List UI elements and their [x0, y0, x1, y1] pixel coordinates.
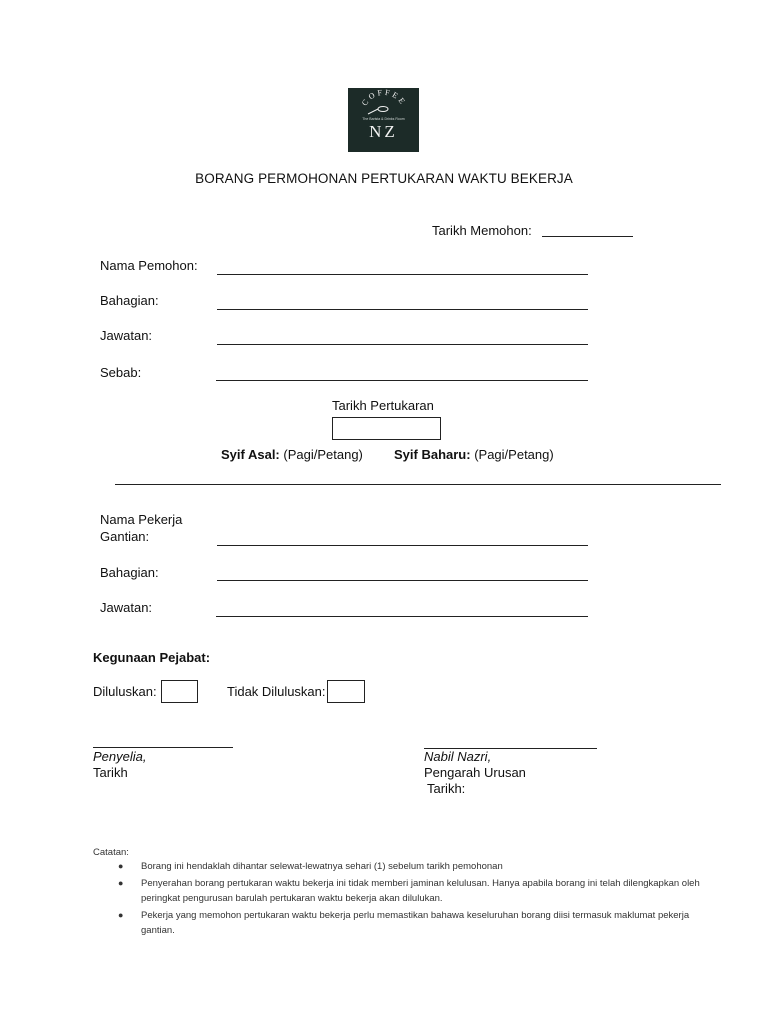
reason-label: Sebab: [100, 365, 142, 380]
notes-label: Catatan: [93, 847, 129, 858]
list-item [118, 908, 718, 939]
note-text: Pekerja yang memohon pertukaran waktu bekerja perlu memastikan bahawa keseluruhan borang diisi termasuk maklumat pekerja gantian. [141, 909, 690, 936]
notes-list [118, 859, 718, 940]
note-text: Penyerahan borang pertukaran waktu bekerja ini tidak memberi jaminan kelulusan. Hanya apabila borang ini telah dilengkapkan oleh peringkat pengurusan barulah pertukaran waktu bekerja akan dilulukan. [141, 877, 700, 904]
new-shift-label: Syif Baharu: [394, 447, 471, 462]
rejected-checkbox[interactable] [327, 680, 365, 703]
approved-label: Diluluskan: [93, 684, 157, 699]
bullet-icon: ● [118, 909, 124, 920]
replacement-position-field[interactable] [216, 616, 588, 617]
applicant-name-label: Nama Pemohon: [100, 258, 198, 273]
replacement-department-field[interactable] [217, 580, 588, 581]
replacement-name-label-line1: Nama Pekerja [100, 512, 183, 527]
logo-brand: NZ [369, 122, 398, 141]
applicant-department-field[interactable] [217, 309, 588, 310]
applicant-position-field[interactable] [217, 344, 588, 345]
svg-text:COFFEE [360, 88, 408, 107]
note-text: Borang ini hendaklah dihantar selewat-lewatnya sehari (1) sebelum tarikh pemohonan [141, 861, 503, 872]
form-title: BORANG PERMOHONAN PERTUKARAN WAKTU BEKERJA [195, 171, 573, 186]
supervisor-name: Penyelia, [93, 749, 147, 764]
director-name: Nabil Nazri, [424, 749, 492, 764]
office-use-heading: Kegunaan Pejabat: [93, 650, 211, 665]
application-date-label: Tarikh Memohon: [432, 223, 532, 238]
logo-tagline: The Barista & Drinks Room [362, 117, 405, 121]
rejected-label: Tidak Diluluskan: [227, 684, 326, 699]
applicant-position-label: Jawatan: [100, 328, 153, 343]
bullet-icon: ● [118, 877, 124, 888]
supervisor-signature-line[interactable] [93, 747, 233, 748]
supervisor-date-label: Tarikh [93, 765, 128, 780]
applicant-name-field[interactable] [217, 274, 588, 275]
exchange-date-label: Tarikh Pertukaran [332, 398, 434, 413]
original-shift-label: Syif Asal: [221, 447, 280, 462]
bullet-icon: ● [118, 861, 124, 871]
portafilter-icon [368, 107, 388, 115]
reason-field[interactable] [216, 380, 588, 381]
new-shift-options: (Pagi/Petang) [474, 447, 554, 462]
director-date-label: Tarikh: [427, 781, 466, 796]
replacement-name-field[interactable] [217, 545, 588, 546]
original-shift [221, 447, 363, 463]
replacement-department-label: Bahagian: [100, 565, 159, 580]
original-shift-options: (Pagi/Petang) [283, 447, 363, 462]
list-item [118, 876, 718, 907]
company-logo [348, 88, 419, 152]
director-title: Pengarah Urusan [424, 765, 526, 780]
replacement-position-label: Jawatan: [100, 600, 153, 615]
approved-checkbox[interactable] [161, 680, 198, 703]
replacement-name-label-line2: Gantian: [100, 529, 150, 544]
application-date-field[interactable] [542, 236, 633, 237]
exchange-date-box[interactable] [332, 417, 441, 440]
applicant-department-label: Bahagian: [100, 293, 159, 308]
section-divider [115, 484, 721, 485]
logo-arc-text: COFFEE [359, 88, 409, 108]
new-shift [394, 447, 554, 463]
list-item [118, 859, 718, 875]
